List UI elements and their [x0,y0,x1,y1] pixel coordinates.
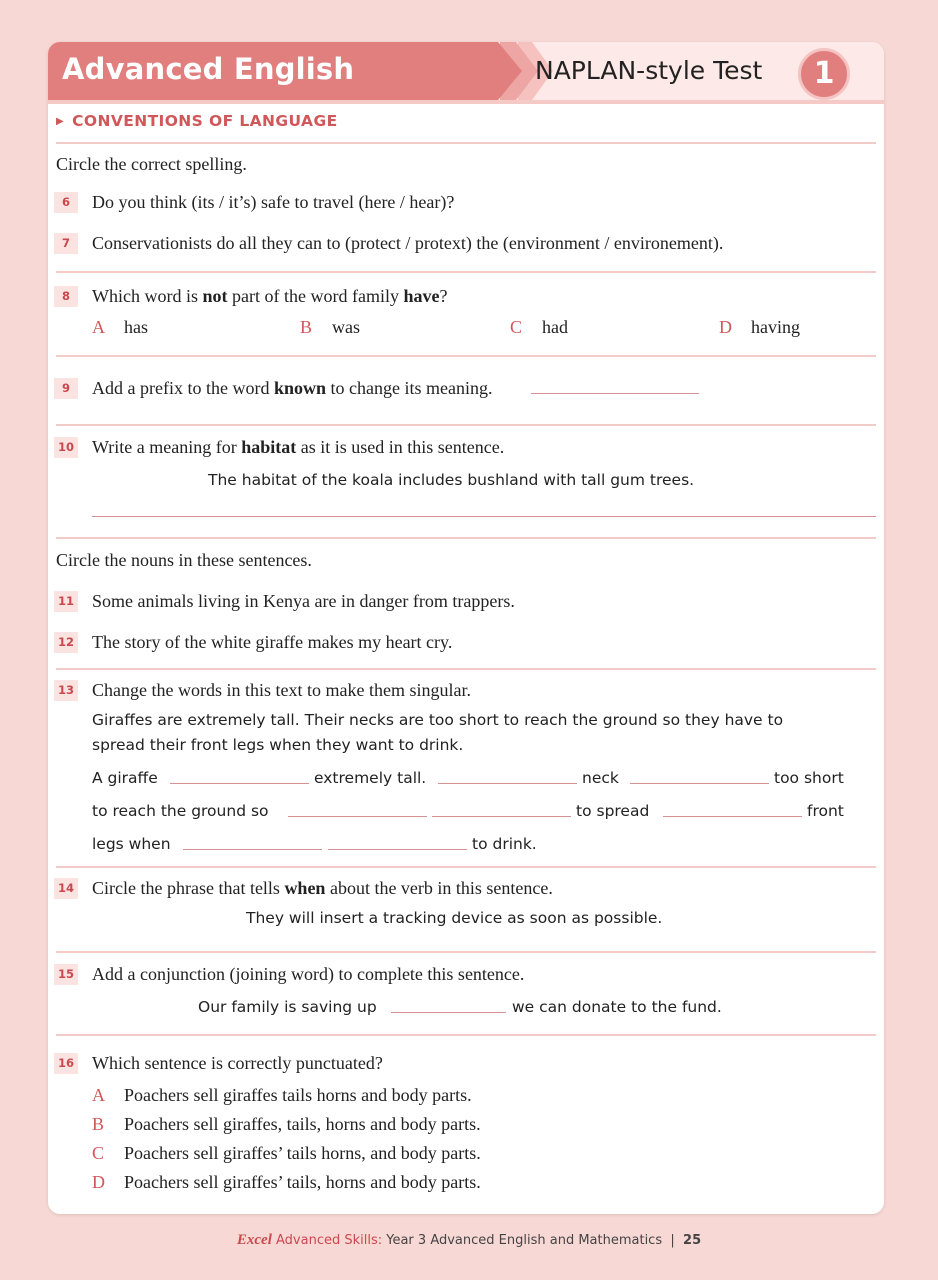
question-9-text: Add a prefix to the word known to change its meaning. [92,378,493,398]
fill-text: front [807,802,844,820]
question-7-text: Conservationists do all they can to (protect / protext) the (environment / environement). [92,233,724,253]
question-number: 13 [54,680,78,701]
divider [56,668,876,670]
habitat-sentence: The habitat of the koala includes bushland with tall gum trees. [208,471,695,489]
conjunction-sentence-end: we can donate to the fund. [512,998,722,1016]
question-10-text: Write a meaning for habitat as it is used in this sentence. [92,437,505,457]
option-c-text[interactable]: Poachers sell giraffes’ tails horns, and body parts. [124,1143,481,1163]
divider [56,866,876,868]
footer-excel: Excel [236,1232,272,1248]
conjunction-sentence-start: Our family is saving up [198,998,377,1016]
answer-line[interactable] [391,1012,506,1013]
answer-line[interactable] [438,783,577,784]
test-number-badge: 1 [798,48,850,100]
footer-brand: Advanced Skills: [271,1233,383,1248]
option-d-letter[interactable]: D [719,317,732,337]
footer-title: Year 3 Advanced English and Mathematics [382,1233,663,1248]
test-label: NAPLAN-style Test [535,56,763,85]
option-d-text[interactable]: having [751,317,800,337]
answer-line[interactable] [288,816,427,817]
question-14-text: Circle the phrase that tells when about the verb in this sentence. [92,878,553,898]
page-footer [0,1232,938,1249]
option-b-letter[interactable]: B [92,1114,105,1134]
answer-line[interactable] [328,849,467,850]
fill-text: to reach the ground so [92,802,269,820]
question-number: 16 [54,1053,78,1074]
divider [56,355,876,357]
option-a-text[interactable]: Poachers sell giraffes tails horns and body parts. [124,1085,472,1105]
question-13-text: Change the words in this text to make them singular. [92,680,471,700]
giraffe-passage-line-1: Giraffes are extremely tall. Their necks are too short to reach the ground so they have to [92,711,784,729]
question-number: 11 [54,591,78,612]
answer-line[interactable] [531,393,699,394]
fill-text: to drink. [472,835,537,853]
option-d-letter[interactable]: D [92,1172,105,1192]
fill-text: to spread [576,802,650,820]
section-label-text: CONVENTIONS OF LANGUAGE [72,112,338,130]
instruction-nouns: Circle the nouns in these sentences. [56,550,312,570]
question-number: 6 [54,192,78,213]
question-8-text: Which word is not part of the word family have? [92,286,448,306]
section-label [56,112,338,130]
option-c-letter[interactable]: C [510,317,523,337]
question-number: 8 [54,286,78,307]
giraffe-passage-line-2: spread their front legs when they want to drink. [92,736,464,754]
option-b-letter[interactable]: B [300,317,313,337]
question-11-text[interactable]: Some animals living in Kenya are in danger from trappers. [92,591,515,611]
divider [56,271,876,273]
question-6-text: Do you think (its / it’s) safe to travel (here / hear)? [92,192,455,212]
answer-line[interactable] [630,783,769,784]
worksheet-card [48,42,884,1214]
fill-text: extremely tall. [314,769,427,787]
divider [56,1034,876,1036]
question-15-text: Add a conjunction (joining word) to complete this sentence. [92,964,525,984]
fill-text: legs when [92,835,171,853]
header-banner [48,42,884,100]
divider [56,951,876,953]
option-c-text[interactable]: had [542,317,568,337]
footer-separator: | [662,1233,684,1248]
divider [56,424,876,426]
question-number: 9 [54,378,78,399]
option-b-text[interactable]: was [332,317,360,337]
fill-text: neck [582,769,619,787]
question-number: 12 [54,632,78,653]
option-a-letter[interactable]: A [92,317,105,337]
option-a-letter[interactable]: A [92,1085,105,1105]
instruction-spelling: Circle the correct spelling. [56,154,247,174]
answer-line[interactable] [92,516,876,517]
fill-text: too short [774,769,844,787]
question-16-text: Which sentence is correctly punctuated? [92,1053,383,1073]
option-b-text[interactable]: Poachers sell giraffes, tails, horns and body parts. [124,1114,481,1134]
question-12-text[interactable]: The story of the white giraffe makes my heart cry. [92,632,453,652]
question-number: 14 [54,878,78,899]
question-number: 15 [54,964,78,985]
answer-line[interactable] [663,816,802,817]
divider [56,537,876,539]
header-title: Advanced English [62,52,355,86]
option-d-text[interactable]: Poachers sell giraffes’ tails, horns and body parts. [124,1172,481,1192]
fill-text: A giraffe [92,769,158,787]
triangle-icon: ▶ [56,116,65,127]
header-underline [48,100,884,104]
answer-line[interactable] [170,783,309,784]
tracking-sentence[interactable]: They will insert a tracking device as soon as possible. [246,909,663,927]
answer-line[interactable] [432,816,571,817]
question-number: 7 [54,233,78,254]
option-c-letter[interactable]: C [92,1143,105,1163]
option-a-text[interactable]: has [124,317,148,337]
divider [56,142,876,144]
question-number: 10 [54,437,78,458]
page-number: 25 [683,1233,702,1248]
answer-line[interactable] [183,849,322,850]
